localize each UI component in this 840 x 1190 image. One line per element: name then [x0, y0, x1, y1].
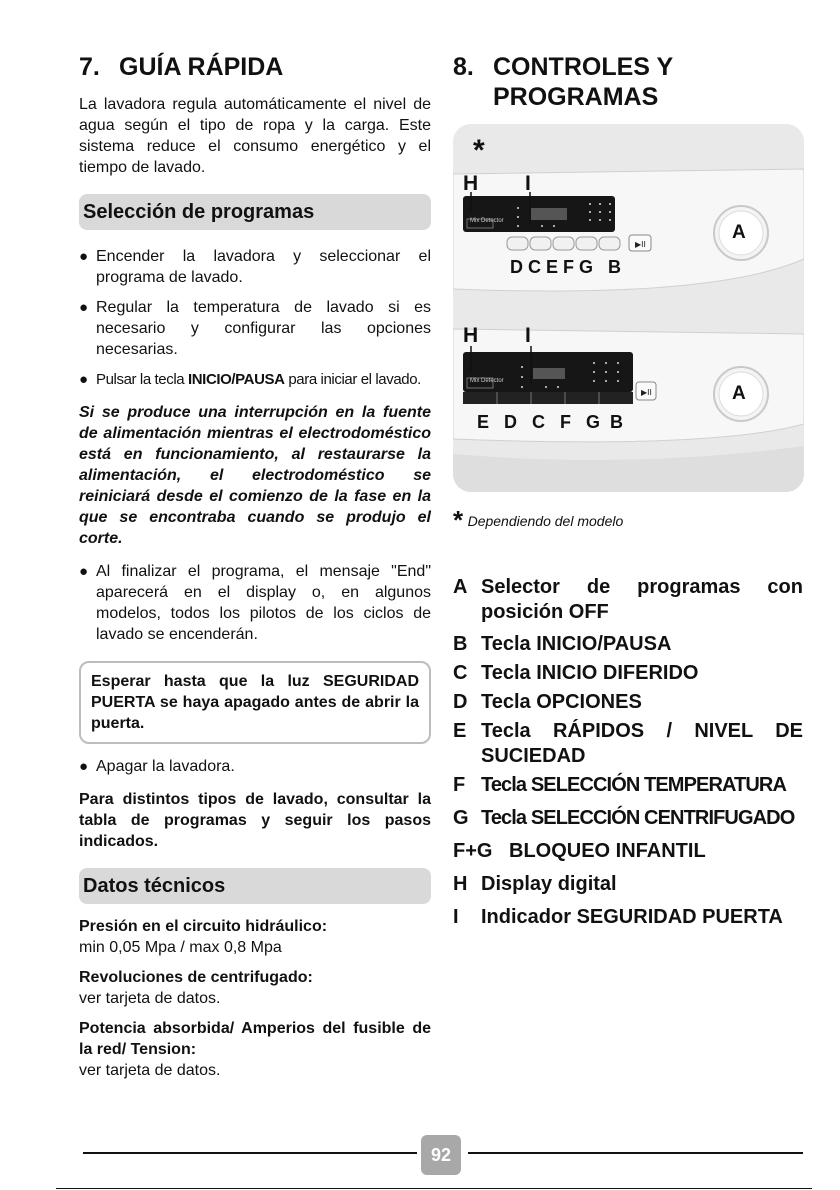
legend-key: H — [453, 873, 468, 895]
legend-item — [453, 872, 803, 897]
start-pause-key-name: INICIO/PAUSA — [187, 371, 285, 388]
legend-text: BLOQUEO INFANTIL — [509, 840, 706, 862]
legend-item — [453, 905, 803, 930]
legend-item — [453, 575, 803, 625]
model-footnote — [453, 505, 623, 536]
label-i-door-indicator: I — [525, 172, 531, 195]
list-item-text: Regular la temperatura de lavado si es necesario y configurar las opciones necesarias. — [96, 299, 431, 358]
legend-item — [453, 839, 803, 864]
label-h-display: H — [463, 324, 479, 347]
legend-key: C — [453, 662, 468, 684]
section-title-text: GUÍA RÁPIDA — [119, 53, 284, 81]
legend-text: Tecla OPCIONES — [481, 691, 642, 713]
list-item — [79, 297, 431, 360]
knob-label-a: A — [732, 222, 746, 243]
list-item — [79, 369, 431, 390]
legend-key: F — [453, 774, 466, 796]
list-item-text: Al finalizar el programa, el mensaje "End" aparecerá en el display o, en algunos modelos, todos los pilotos de los ciclos de lavado se encenderán. — [96, 563, 431, 643]
section-title-text — [493, 52, 673, 112]
door-lock-notice: Esperar hasta que la luz SEGURIDAD PUERTA se haya apagado antes de abrir la puerta. — [79, 661, 431, 744]
tech-item — [79, 1018, 431, 1081]
control-panel-drawing — [453, 124, 804, 492]
tech-value: ver tarjeta de datos. — [79, 990, 221, 1007]
legend-key: F+G — [453, 840, 493, 862]
title-line: CONTROLES Y — [493, 53, 674, 81]
asterisk-mark: * — [473, 134, 485, 167]
band-program-selection: Selección de programas — [79, 194, 431, 230]
title-line: PROGRAMAS — [493, 83, 659, 111]
legend-key: A — [453, 576, 468, 598]
consult-table-note: Para distintos tipos de lavado, consultar la tabla de programas y seguir los pasos indicados. — [79, 791, 431, 850]
legend-item — [453, 690, 803, 715]
bullet-icon: ● — [79, 248, 89, 265]
legend-item — [453, 661, 803, 686]
control-panel-illustration — [453, 124, 804, 492]
controls-legend — [453, 575, 803, 930]
footer-rule-right — [468, 1152, 803, 1154]
footnote-text: Dependiendo del modelo — [467, 513, 624, 529]
legend-text: Tecla SELECCIÓN TEMPERATURA — [481, 774, 786, 796]
knob-label-a: A — [732, 383, 746, 404]
page-number: 92 — [421, 1135, 461, 1175]
bullet-icon: ● — [79, 563, 89, 580]
legend-text: Selector de programas con posición OFF — [481, 576, 803, 623]
bullet-icon: ● — [79, 299, 89, 316]
tech-value: ver tarjeta de datos. — [79, 1062, 221, 1079]
tech-heading: Potencia absorbida/ Amperios del fusible de la red/ Tension: — [79, 1020, 431, 1058]
tech-value: min 0,05 Mpa / max 0,8 Mpa — [79, 939, 282, 956]
legend-key: D — [453, 691, 468, 713]
footnote-asterisk: * — [453, 505, 464, 535]
list-item — [79, 756, 431, 777]
legend-text: Tecla INICIO/PAUSA — [481, 633, 672, 655]
label-h-display: H — [463, 172, 479, 195]
intro-paragraph: La lavadora regula automáticamente el nivel de agua según el tipo de ropa y la carga. Este sistema reduce el consumo energético y el tiempo de lavado. — [79, 96, 431, 176]
list-item-text: Apagar la lavadora. — [96, 758, 235, 775]
tech-heading: Revoluciones de centrifugado: — [79, 969, 313, 986]
mix-detector-logo: Mix Detector — [470, 218, 504, 224]
legend-key: E — [453, 720, 467, 742]
svg-text:▶II: ▶II — [635, 240, 646, 249]
bullet-icon: ● — [79, 371, 88, 388]
list-item — [79, 246, 431, 288]
footer-rule-left — [83, 1152, 417, 1154]
legend-text: Indicador SEGURIDAD PUERTA — [481, 906, 783, 928]
right-column-title — [453, 52, 803, 112]
legend-item — [453, 719, 803, 769]
band-technical-data: Datos técnicos — [79, 868, 431, 904]
key-labels-row: D C E F G B — [510, 257, 622, 277]
left-column — [79, 52, 431, 1081]
legend-key: G — [453, 807, 469, 829]
legend-text: Display digital — [481, 873, 617, 895]
text-fragment: para iniciar el lavado. — [284, 371, 421, 388]
legend-text: Tecla RÁPIDOS / NIVEL DE SUCIEDAD — [481, 720, 803, 767]
tech-heading: Presión en el circuito hidráulico: — [79, 918, 328, 935]
label-i-door-indicator: I — [525, 324, 531, 347]
tech-item — [79, 967, 431, 1009]
list-item — [79, 561, 431, 645]
section-title-quick-guide — [79, 52, 431, 82]
legend-key: B — [453, 633, 468, 655]
legend-text: Tecla INICIO DIFERIDO — [481, 662, 699, 684]
bullet-icon: ● — [79, 758, 89, 775]
section-title-controls — [453, 52, 803, 112]
section-number: 7. — [79, 53, 100, 81]
legend-text: Tecla SELECCIÓN CENTRIFUGADO — [481, 807, 795, 829]
tech-item — [79, 916, 431, 958]
legend-item — [453, 806, 803, 831]
text-fragment: Pulsar la tecla — [96, 371, 188, 388]
power-interruption-warning: Si se produce una interrupción en la fuente de alimentación mientras el electrodoméstico está en funcionamiento, al restaurarse la alimentación, el electrodoméstico se reiniciará desde el comienzo de la fase en la que se encontraba cuando se produjo el corte. — [79, 404, 431, 547]
legend-key: I — [453, 906, 459, 928]
section-number: 8. — [453, 53, 474, 81]
svg-text:▶II: ▶II — [641, 388, 652, 397]
key-labels-row: E D C F G B — [477, 412, 624, 432]
legend-item — [453, 632, 803, 657]
list-item-text — [96, 369, 431, 390]
legend-item — [453, 773, 803, 798]
page-bottom-rule — [56, 1188, 812, 1189]
list-item-text: Encender la lavadora y seleccionar el programa de lavado. — [96, 248, 431, 286]
mix-detector-logo: Mix Detector — [470, 378, 504, 384]
